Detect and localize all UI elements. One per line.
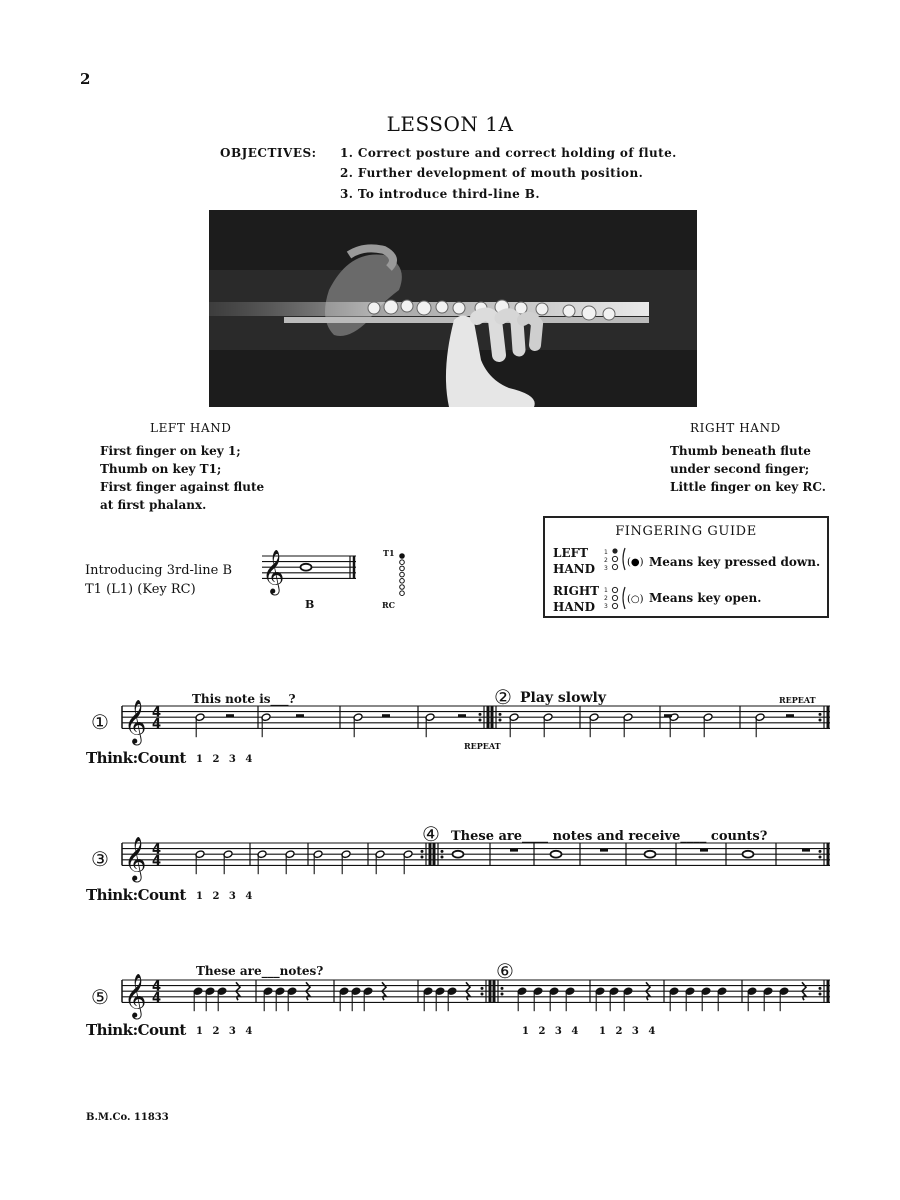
objective-2: 2. Further development of mouth position.	[340, 166, 644, 180]
exercise-2-number: ②	[494, 685, 512, 709]
repeat-dot	[501, 987, 504, 990]
whole-rest	[700, 849, 708, 852]
count-numbers-6b: 1 2 3 4	[599, 1026, 659, 1037]
fg-right-label-1: RIGHT	[553, 584, 600, 598]
quarter-note	[609, 987, 619, 996]
half-note	[223, 850, 233, 859]
time-signature-top: 4	[152, 979, 162, 995]
exercise-3-number: ③	[91, 847, 109, 871]
whole-note	[645, 851, 656, 858]
quarter-note	[533, 987, 543, 996]
exercise-1-number: ①	[91, 710, 109, 734]
half-note	[669, 713, 679, 722]
svg-text:1: 1	[604, 549, 608, 556]
half-note	[425, 713, 435, 722]
intro-line-1: Introducing 3rd-line B	[85, 563, 232, 578]
footer-code: B.M.Co. 11833	[86, 1112, 169, 1123]
half-note	[195, 713, 205, 722]
half-note	[623, 713, 633, 722]
quarter-rest	[382, 982, 386, 1000]
exercise-1-instruction: This note is___?	[192, 692, 296, 706]
svg-text:3: 3	[604, 603, 608, 610]
quarter-note	[423, 987, 433, 996]
half-rest	[786, 714, 794, 717]
time-signature-bottom: 4	[152, 716, 162, 732]
objective-3: 3. To introduce third-line B.	[340, 187, 540, 201]
quarter-note	[669, 987, 679, 996]
half-note	[543, 713, 553, 722]
time-signature-top: 4	[152, 705, 162, 721]
half-note	[703, 713, 713, 722]
quarter-rest	[802, 982, 806, 1000]
quarter-note	[217, 987, 227, 996]
quarter-rest	[466, 982, 470, 1000]
svg-text:(●): (●)	[627, 557, 644, 568]
fingering-guide	[543, 516, 829, 618]
quarter-rest	[236, 982, 240, 1000]
open-key-icon	[400, 572, 405, 577]
think-count-3: Think:Count	[86, 1021, 186, 1039]
whole-note	[453, 851, 464, 858]
quarter-note	[549, 987, 559, 996]
open-key-icon	[400, 591, 405, 596]
repeat-dot	[819, 713, 822, 716]
svg-text:2: 2	[604, 557, 608, 564]
quarter-note	[595, 987, 605, 996]
half-rest	[664, 714, 672, 717]
treble-clef: 𝄞	[124, 973, 147, 1018]
open-key-icon	[400, 585, 405, 590]
quarter-note	[339, 987, 349, 996]
treble-clef: 𝄞	[262, 549, 285, 594]
half-note	[755, 713, 765, 722]
right-hand-line-3: Little finger on key RC.	[670, 480, 826, 494]
half-note	[341, 850, 351, 859]
quarter-note	[363, 987, 373, 996]
exercise-6-number: ⑥	[496, 959, 514, 983]
quarter-note	[351, 987, 361, 996]
whole-note	[743, 851, 754, 858]
repeat-dot	[421, 856, 424, 859]
repeat-dot	[499, 719, 502, 722]
quarter-note	[275, 987, 285, 996]
quarter-note	[435, 987, 445, 996]
repeat-dot	[479, 713, 482, 716]
half-note	[353, 713, 363, 722]
flute-photo-illustration	[209, 210, 697, 407]
quarter-note	[623, 987, 633, 996]
fg-pressed-text: Means key pressed down.	[649, 555, 821, 569]
fg-left-label-2: HAND	[553, 562, 596, 576]
quarter-note	[447, 987, 457, 996]
quarter-note	[717, 987, 727, 996]
time-signature-bottom: 4	[152, 990, 162, 1006]
repeat-dot	[481, 987, 484, 990]
fg-open-text: Means key open.	[649, 591, 762, 605]
think-count-2: Think:Count	[86, 886, 186, 904]
half-note	[285, 850, 295, 859]
whole-note	[551, 851, 562, 858]
quarter-note	[517, 987, 527, 996]
right-hand-line-1: Thumb beneath flute	[670, 444, 811, 458]
exercise-4-instruction: These are____ notes and receive____ counts?	[451, 829, 768, 844]
repeat-dot	[479, 719, 482, 722]
treble-clef: 𝄞	[124, 836, 147, 881]
repeat-dot	[819, 987, 822, 990]
whole-rest	[802, 849, 810, 852]
half-note	[589, 713, 599, 722]
quarter-note	[205, 987, 215, 996]
left-hand-line-4: at first phalanx.	[100, 498, 207, 512]
right-hand-line-2: under second finger;	[670, 462, 810, 476]
time-signature-top: 4	[152, 842, 162, 858]
half-note	[257, 850, 267, 859]
count-numbers-6a: 1 2 3 4	[522, 1026, 582, 1037]
exercise-5-number: ⑤	[91, 985, 109, 1009]
flute-photo	[209, 210, 697, 407]
half-note	[313, 850, 323, 859]
open-key-icon	[400, 560, 405, 565]
fg-right-label-2: HAND	[553, 600, 596, 614]
exercise-4-number: ④	[422, 822, 440, 846]
quarter-note	[701, 987, 711, 996]
count-numbers-2: 1 2 3 4	[196, 891, 256, 902]
fg-left-label-1: LEFT	[553, 546, 589, 560]
repeat-label-mid: REPEAT	[464, 741, 501, 751]
half-note	[375, 850, 385, 859]
count-numbers-3: 1 2 3 4	[196, 1026, 256, 1037]
half-note	[195, 850, 205, 859]
half-rest	[458, 714, 466, 717]
half-note	[403, 850, 413, 859]
svg-text:(○): (○)	[627, 594, 644, 605]
left-hand-line-2: Thumb on key T1;	[100, 462, 222, 476]
repeat-dot	[819, 719, 822, 722]
quarter-note	[747, 987, 757, 996]
half-note	[509, 713, 519, 722]
repeat-dot	[819, 856, 822, 859]
whole-rest	[510, 849, 518, 852]
objectives-label: OBJECTIVES:	[220, 146, 317, 160]
count-numbers-1: 1 2 3 4	[196, 754, 256, 765]
svg-text:3: 3	[604, 565, 608, 572]
svg-text:1: 1	[604, 587, 608, 594]
repeat-dot	[481, 993, 484, 996]
time-signature-bottom: 4	[152, 853, 162, 869]
repeat-dot	[501, 993, 504, 996]
closed-key-icon	[400, 554, 405, 559]
quarter-note	[193, 987, 203, 996]
fingering-guide-title: FINGERING GUIDE	[615, 524, 757, 539]
exercise-5-instruction: These are___notes?	[196, 964, 324, 978]
half-rest	[296, 714, 304, 717]
repeat-dot	[819, 850, 822, 853]
svg-text:2: 2	[604, 595, 608, 602]
left-hand-line-3: First finger against flute	[100, 480, 265, 494]
think-count-1: Think:Count	[86, 749, 186, 767]
repeat-dot	[441, 856, 444, 859]
repeat-dot	[421, 850, 424, 853]
objective-1: 1. Correct posture and correct holding of flute.	[340, 146, 677, 160]
repeat-label-end: REPEAT	[779, 695, 816, 705]
intro-rc-label: RC	[382, 600, 396, 610]
half-rest	[226, 714, 234, 717]
left-hand-line-1: First finger on key 1;	[100, 444, 241, 458]
repeat-dot	[499, 713, 502, 716]
right-hand-heading: RIGHT HAND	[690, 421, 781, 435]
intro-t1-label: T1	[383, 548, 395, 558]
exercise-2-instruction: Play slowly	[520, 690, 606, 706]
quarter-rest	[646, 982, 650, 1000]
lesson-title: LESSON 1A	[386, 112, 514, 136]
repeat-dot	[819, 993, 822, 996]
quarter-rest	[306, 982, 310, 1000]
quarter-note	[685, 987, 695, 996]
open-key-icon	[400, 579, 405, 584]
quarter-note	[763, 987, 773, 996]
intro-line-2: T1 (L1) (Key RC)	[85, 582, 196, 597]
quarter-note	[565, 987, 575, 996]
fg-closed-key-icon	[612, 548, 617, 553]
whole-note	[301, 564, 312, 571]
open-key-icon	[400, 566, 405, 571]
left-hand-heading: LEFT HAND	[150, 421, 232, 435]
whole-rest	[600, 849, 608, 852]
half-note	[261, 713, 271, 722]
treble-clef: 𝄞	[124, 699, 147, 744]
repeat-dot	[441, 850, 444, 853]
quarter-note	[779, 987, 789, 996]
quarter-note	[263, 987, 273, 996]
intro-note-name: B	[305, 598, 315, 611]
half-rest	[382, 714, 390, 717]
page-number: 2	[80, 70, 91, 88]
quarter-note	[287, 987, 297, 996]
